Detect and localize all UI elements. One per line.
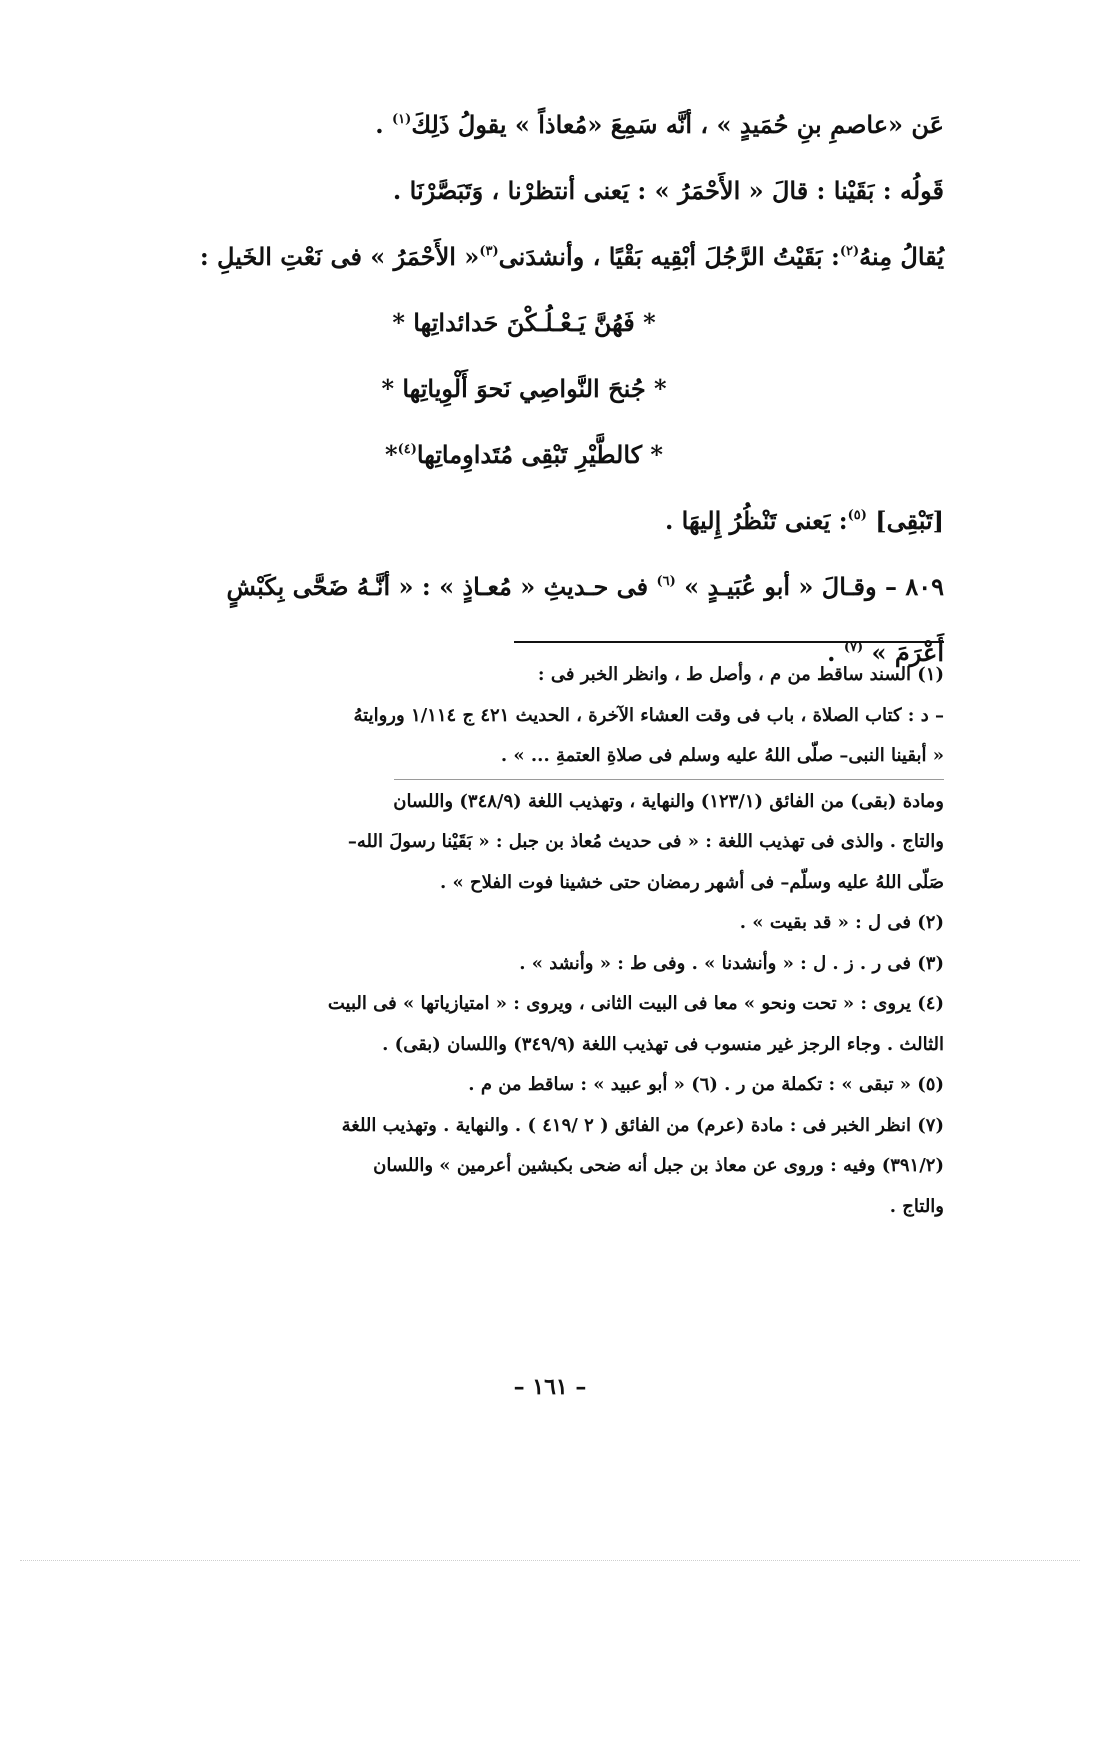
footnote-5-6: (٥) « تبقى » : تكملة من ر . (٦) « أبو عبيد » : ساقط من م . <box>468 1074 944 1095</box>
scan-edge-line <box>20 1560 1080 1561</box>
footnotes <box>144 655 944 1227</box>
footnote-4: (٤) يروى : « تحت ونحو » معا فى البيت الثانى ، ويروى : « امتيازياتها » فى البيت <box>327 993 944 1014</box>
footnote-ref: (٢) <box>839 244 860 259</box>
divider <box>394 779 944 780</box>
text-line-4 <box>144 488 944 554</box>
text-line-3 <box>144 224 944 290</box>
footnote-1-line: « أبقينا النبى– صلّى اللهُ عليه وسلم فى صلاةِ العتمةِ ... » . <box>500 745 944 766</box>
footnote-7-line: (٣٩١/٢) وفيه : وروى عن معاذ بن جبل أنه ضحى بكبشين أعرمين » واللسان <box>373 1155 944 1176</box>
text: : يَعنى تَنْظُرُ إِليهَا . <box>664 506 848 535</box>
page-number: – ١٦١ – <box>513 1374 587 1400</box>
text: ٨٠٩ – وقـالَ « أبو عُبَيـدٍ » <box>684 572 944 601</box>
verse-line-2: * جُنحَ النَّواصِي نَحوَ أَلْوِياتِها * <box>381 374 667 403</box>
text-line-1 <box>144 92 944 158</box>
text: فى حـديثِ « مُعـاذٍ » : « أنَّـهُ ضَحَّى بِكَبْشٍ <box>226 572 649 601</box>
text: « الأَحْمَرُ » فى نَعْتِ الخَيلِ : <box>199 242 480 271</box>
main-text <box>144 92 944 686</box>
footnote-4-line: الثالث . وجاء الرجز غير منسوب فى تهذيب اللغة (٣٤٩/٩) واللسان (بقى) . <box>382 1033 944 1055</box>
footnote-1: (١) السند ساقط من م ، وأصل ط ، وانظر الخبر فى : <box>537 664 944 685</box>
footnote-3: (٣) فى ر . ز . ل : « وأنشدنا » . وفى ط : « وأنشد » . <box>519 952 944 974</box>
footnote-2: (٢) فى ل : « قد بقيت » . <box>739 912 944 933</box>
text: عَن «عاصمِ بنِ حُمَيدٍ » ، أنَّه سَمِعَ «مُعاذاً » يقولُ ذَلِكَ <box>411 110 944 139</box>
footnote-7-line: والتاج . <box>889 1195 944 1217</box>
footnote-ref: (٤) <box>397 442 417 457</box>
verse-line-1: * فَهُنَّ يَـعْـلُـكْنَ حَدائداتِها * <box>392 308 656 337</box>
verse-line-3 <box>144 422 944 488</box>
text: * كالطَّيْرِ تَبْقِى مُتَداوِماتِها <box>416 440 663 469</box>
text: . <box>375 110 384 139</box>
footnote-ref: (٣) <box>479 244 499 259</box>
footnote-1-line: صَلّى اللهُ عليه وسلّم– فى أشهر رمضان حتى خشينا فوت الفلاح » . <box>439 871 944 893</box>
text: . <box>827 638 836 667</box>
text: * <box>385 440 398 469</box>
footnote-7: (٧) انظر الخبر فى : مادة (عرم) من الفائق ( ٢ /٤١٩ ) . والنهاية . وتهذيب اللغة <box>341 1114 944 1136</box>
footnote-1-line: ومادة (بقى) من الفائق (١٢٣/١) والنهاية ، وتهذيب اللغة (٣٤٨/٩) واللسان <box>393 790 944 812</box>
footnote-ref: (١) <box>392 112 412 127</box>
footnote-1-line: والتاج . والذى فى تهذيب اللغة : « فى حديث مُعاذ بن جبل : « بَقَيْنا رسولَ الله– <box>347 831 944 852</box>
hadith-line-1 <box>144 554 944 620</box>
text: يُقالُ مِنهُ <box>859 242 944 271</box>
text-line-2: قَولُه : بَقَيْنا : قالَ « الأَحْمَرُ » : يَعنى أنتظرْنا ، وَتَبَصَّرْنَا . <box>392 176 944 205</box>
text: أَعْرَمَ » <box>871 638 944 667</box>
footnote-separator <box>514 641 944 643</box>
footnote-ref: (٥) <box>847 508 867 523</box>
text: [تَبْقِى] <box>875 506 944 535</box>
footnote-1-line: – د : كتاب الصلاة ، باب فى وقت العشاء الآخرة ، الحديث ٤٢١ ج ١/١١٤ وروايتهُ <box>353 704 944 726</box>
footnote-ref: (٧) <box>843 640 864 655</box>
text: : بَقَيْتُ الرَّجُلَ أبْقِيه بَقْيًا ، وأنشدَنى <box>498 242 840 271</box>
footnote-ref: (٦) <box>656 574 676 589</box>
